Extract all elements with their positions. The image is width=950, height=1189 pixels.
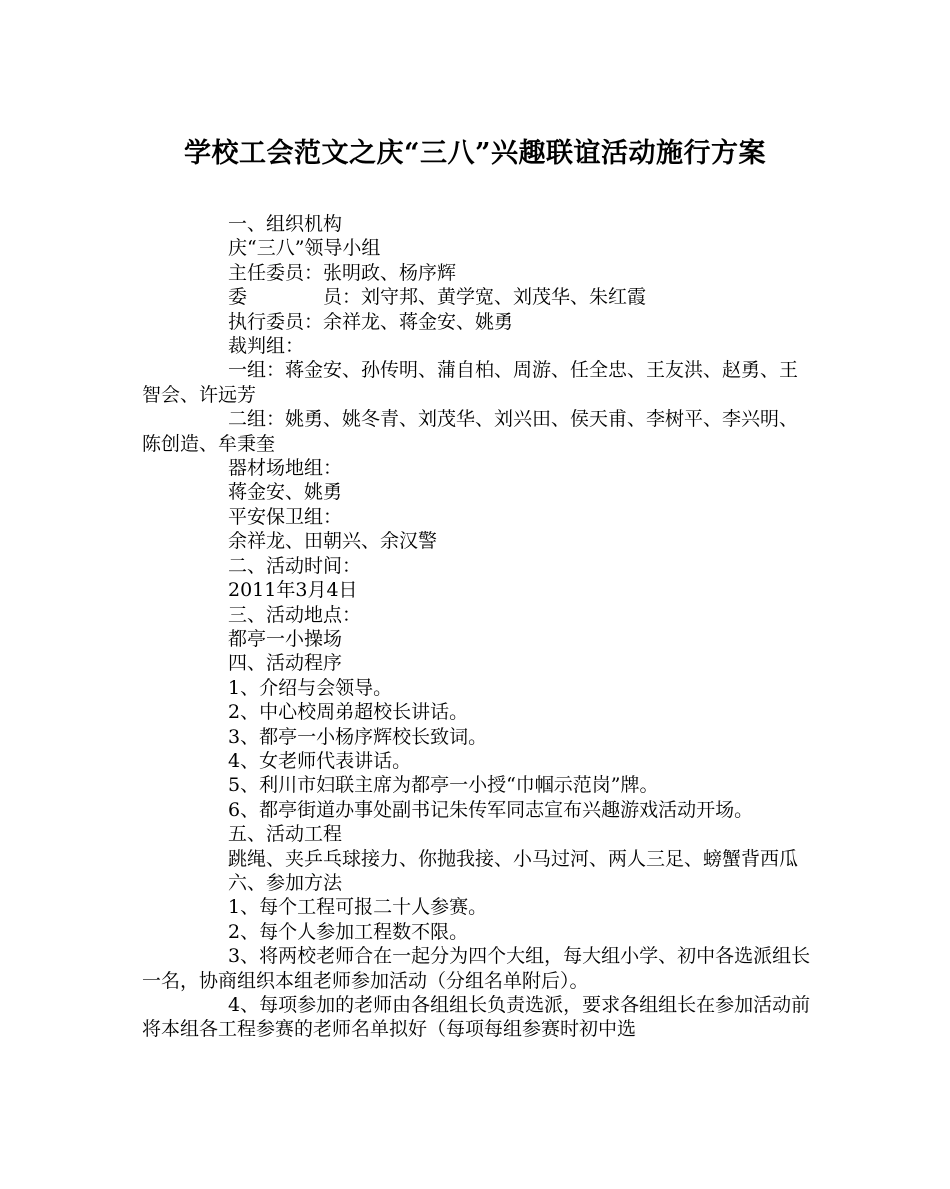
program-item: 4、女老师代表讲话。 xyxy=(228,749,412,772)
participation-rule: 2、每个人参加工程数不限。 xyxy=(228,920,469,943)
executive-members-line: 执行委员：余祥龙、蒋金安、姚勇 xyxy=(228,310,514,333)
section-heading-program: 四、活动程序 xyxy=(228,652,343,675)
activity-location: 都亭一小操场 xyxy=(228,627,343,650)
participation-rule: 1、每个工程可报二十人参赛。 xyxy=(228,896,488,919)
program-item: 2、中心校周弟超校长讲话。 xyxy=(228,701,469,724)
referee-group-two: 二组：姚勇、姚冬青、刘茂华、刘兴田、侯天甫、李树平、李兴明、陈创造、牟秉奎 xyxy=(142,408,799,455)
participation-rule: 4、每项参加的老师由各组组长负责选派，要求各组组长在参加活动前将本组各工程参赛的老师名单拟好（每项每组参赛时初中选 xyxy=(142,994,811,1041)
activity-date: 2011年3月4日 xyxy=(228,579,358,602)
equipment-group-heading: 器材场地组： xyxy=(228,457,343,480)
section-heading-time: 二、活动时间： xyxy=(228,554,362,577)
section-heading-participation: 六、参加方法 xyxy=(228,871,343,894)
events-list: 跳绳、夹乒乓球接力、你抛我接、小马过河、两人三足、螃蟹背西瓜 xyxy=(228,847,799,870)
referee-group-one: 一组：蒋金安、孙传明、蒲自柏、周游、任全忠、王友洪、赵勇、王智会、许远芳 xyxy=(142,359,799,406)
referee-group-heading: 裁判组： xyxy=(228,335,305,358)
section-heading-location: 三、活动地点： xyxy=(228,603,362,626)
document-body xyxy=(142,212,814,1042)
participation-rule: 3、将两校老师合在一起分为四个大组，每大组小学、初中各选派组长一名，协商组织本组老师参加活动（分组名单附后）。 xyxy=(142,945,811,992)
program-item: 5、利川市妇联主席为都亭一小授“巾帼示范岗”牌。 xyxy=(228,774,659,797)
section-heading-events: 五、活动工程 xyxy=(228,823,343,846)
committee-members-line: 委 员：刘守邦、黄学宽、刘茂华、朱红霞 xyxy=(228,286,647,309)
equipment-group-members: 蒋金安、姚勇 xyxy=(228,481,343,504)
security-group-heading: 平安保卫组： xyxy=(228,505,343,528)
leadership-group-heading: 庆“三八”领导小组 xyxy=(228,237,381,260)
program-item: 3、都亭一小杨序辉校长致词。 xyxy=(228,725,488,748)
director-line: 主任委员：张明政、杨序辉 xyxy=(228,261,457,284)
section-heading-organization: 一、组织机构 xyxy=(228,213,343,235)
program-item: 1、介绍与会领导。 xyxy=(228,676,393,699)
security-group-members: 余祥龙、田朝兴、余汉警 xyxy=(228,530,438,553)
program-item: 6、都亭街道办事处副书记朱传军同志宣布兴趣游戏活动开场。 xyxy=(228,798,754,821)
document-title: 学校工会范文之庆“三八”兴趣联谊活动施行方案 xyxy=(183,138,767,169)
